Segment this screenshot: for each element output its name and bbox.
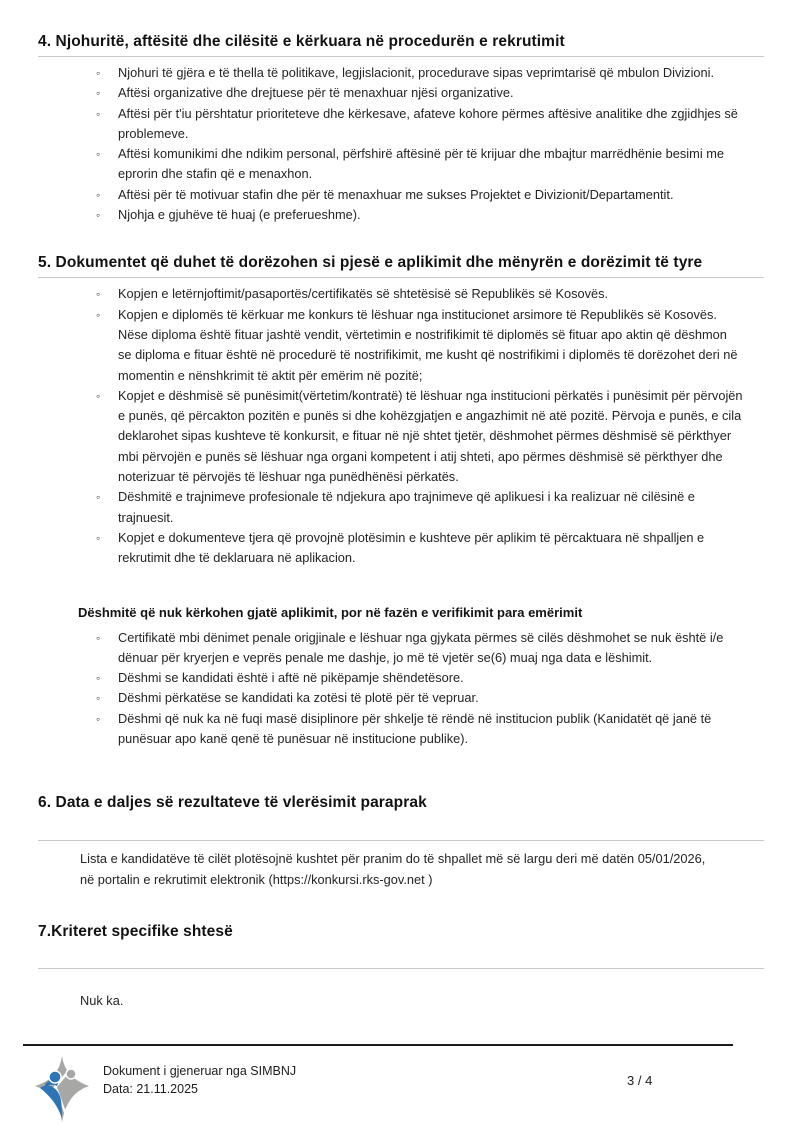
bullet-item: ◦ Aftësi organizative dhe drejtuese për të menaxhuar njësi organizative. (118, 83, 743, 103)
footer-generated-by: Dokument i gjeneruar nga SIMBNJ (103, 1064, 297, 1078)
footer-date: Data: 21.11.2025 (103, 1082, 198, 1096)
bullet-item: ◦ Kopjet e dëshmisë së punësimit(vërtetim/kontratë) të lëshuar nga institucioni përkatës i punësimit për përvojën e punës, që përcakton pozitën e punës si dhe kohëzgjatjen e angazhimit në atë pozitë. Përvoja e punës, e cila deklarohet sipas kushteve të konkursit, e fituar në një shtet tjetër, dëshmohet përmes dëshmisë së përkthyer mbi përvojën e punës së lëshuar nga organi kompetent i atij shteti, apo përmes dëshmisë së përkthyer dhe noterizuar të përvojës të lëshuar nga punëdhënësi përkatës. (118, 386, 743, 487)
verification-bullet-list (38, 628, 764, 750)
section-7-paragraph: Nuk ka. (80, 992, 124, 1008)
page-number: 3 / 4 (627, 1073, 653, 1088)
bullet-item: ◦ Aftësi për t'iu përshtatur prioriteteve dhe kërkesave, afateve kohore përmes aftësive analitike dhe zgjidhjes së problemeve. (118, 104, 743, 145)
section-6-divider (38, 840, 764, 841)
section-7-divider (38, 968, 764, 969)
bullet-item: ◦ Dëshmi se kandidati është i aftë në pikëpamje shëndetësore. (118, 668, 743, 688)
footer-meta (103, 1062, 296, 1098)
bullet-item: ◦ Dëshmi përkatëse se kandidati ka zotësi të plotë për të vepruar. (118, 688, 743, 708)
section-5-title: 5. Dokumentet që duhet të dorëzohen si pjesë e aplikimit dhe mënyrën e dorëzimit të tyre (38, 254, 703, 272)
bullet-item: ◦ Njohuri të gjëra e të thella të politikave, legjislacionit, procedurave sipas veprimtarisë që mbulon Divizioni. (118, 63, 743, 83)
bullet-item: ◦ Certifikatë mbi dënimet penale origjinale e lëshuar nga gjykata përmes së cilës dëshmohet se nuk është i/e dënuar për kryerjen e veprës penale me dashje, jo më të vjetër se(6) muaj nga data e lëshimit. (118, 628, 743, 669)
bullet-item: ◦ Kopjen e letërnjoftimit/pasaportës/certifikatës së shtetësisë së Republikës së Kosovës. (118, 284, 743, 304)
bullet-item: ◦ Njohja e gjuhëve të huaj (e preferueshme). (118, 205, 743, 225)
section-6-title: 6. Data e daljes së rezultateve të vlerësimit paraprak (38, 794, 427, 812)
section-5-bullet-list (38, 284, 764, 568)
section-7-title: 7.Kriteret specifike shtesë (38, 922, 233, 940)
footer-divider (23, 1044, 733, 1046)
section-6-paragraph: Lista e kandidatëve të cilët plotësojnë kushtet për pranim do të shpallet më së largu deri më datën 05/01/2026, në portalin e rekrutimit elektronik (https://konkursi.rks-gov.net ) (80, 851, 706, 887)
section-4-bullet-list (38, 63, 764, 225)
section-5-divider (38, 277, 764, 278)
simbnj-logo (33, 1055, 91, 1128)
section-4-divider (38, 56, 764, 57)
bullet-item: ◦ Aftësi komunikimi dhe ndikim personal, përfshirë aftësinë për të krijuar dhe mbajtur marrëdhënie besimi me eprorin dhe stafin që e menaxhon. (118, 144, 743, 185)
verification-subsection-title: Dëshmitë që nuk kërkohen gjatë aplikimit, por në fazën e verifikimit para emërimit (78, 604, 583, 620)
bullet-item: ◦ Kopjen e diplomës të kërkuar me konkurs të lëshuar nga institucionet arsimore të Republikës së Kosovës. Nëse diploma është fituar jashtë vendit, vërtetimin e nostrifikimit të diplomës së fituar apo aktin që dëshmon se diploma e fituar është në procedurë të nostrifikimit, me kusht që nostrifikimi i diplomës të dorëzohet deri në momentin e nënshkrimit të aktit për emërim në pozitë; (118, 305, 743, 386)
section-4-title: 4. Njohuritë, aftësitë dhe cilësitë e kërkuara në procedurën e rekrutimit (38, 33, 565, 50)
bullet-item: ◦ Kopjet e dokumenteve tjera që provojnë plotësimin e kushteve për aplikim të përcaktuara në shpalljen e rekrutimit dhe të deklaruara në aplikacion. (118, 528, 743, 569)
bullet-item: ◦ Dëshmitë e trajnimeve profesionale të ndjekura apo trajnimeve që aplikuesi i ka realizuar në cilësinë e trajnuesit. (118, 487, 743, 528)
bullet-item: ◦ Aftësi për të motivuar stafin dhe për të menaxhuar me sukses Projektet e Divizionit/Departamentit. (118, 185, 743, 205)
bullet-item: ◦ Dëshmi që nuk ka në fuqi masë disiplinore për shkelje të rëndë në institucion publik (Kanidatët që janë të punësuar apo kanë qenë të punësuar në institucione publike). (118, 709, 743, 750)
